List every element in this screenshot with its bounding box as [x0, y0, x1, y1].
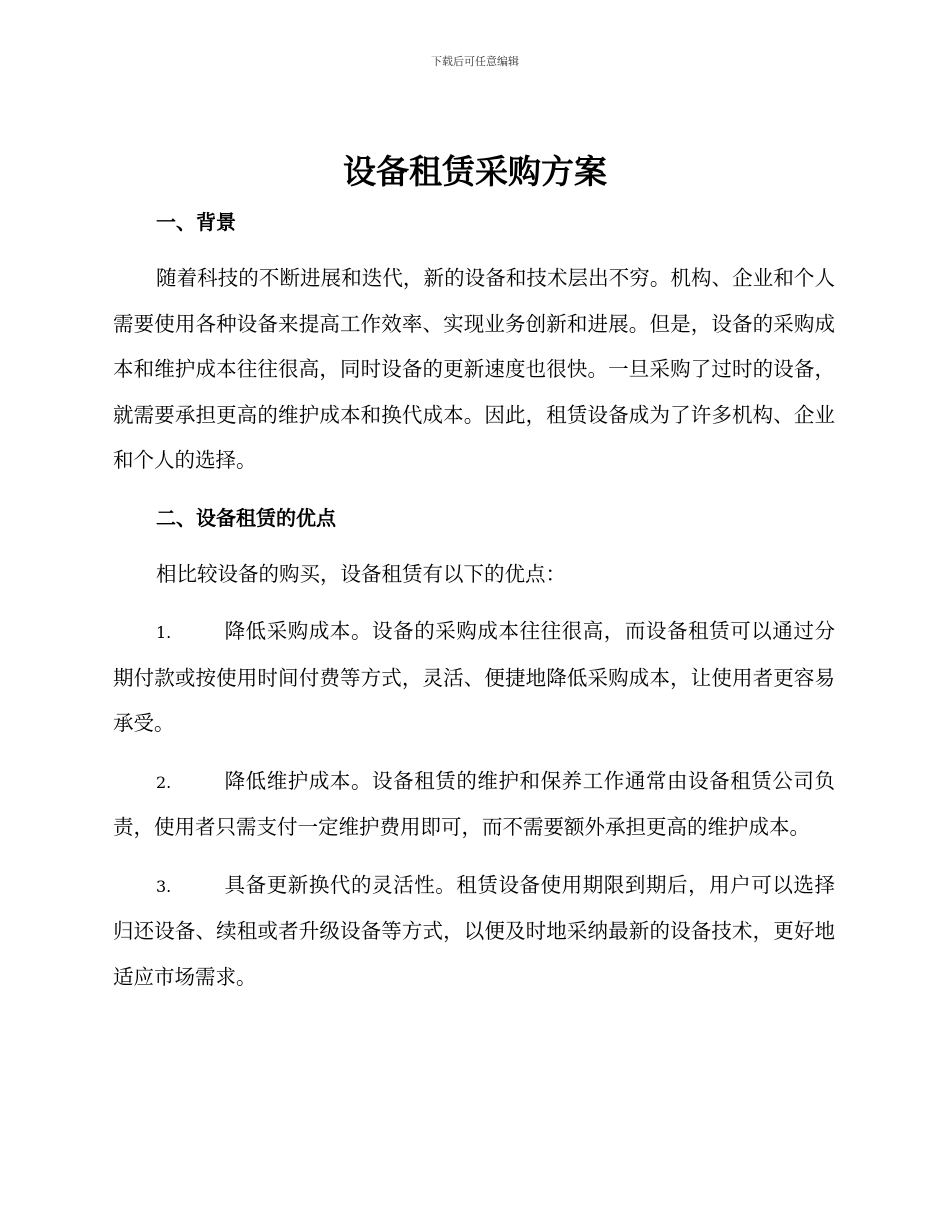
list-item: [113, 609, 835, 747]
list-item-text: 具备更新换代的灵活性。租赁设备使用期限到期后，用户可以选择归还设备、续租或者升级设备等方式，以便及时地采纳最新的设备技术，更好地适应市场需求。: [113, 872, 835, 989]
document-title: 设备租赁采购方案: [343, 152, 607, 191]
page-header-note: 下载后可任意编辑: [431, 55, 519, 68]
list-item-text: 降低采购成本。设备的采购成本往往很高，而设备租赁可以通过分期付款或按使用时间付费等方式，灵活、便捷地降低采购成本，让使用者更容易承受。: [113, 619, 835, 735]
document-body: [113, 200, 835, 1000]
section-heading-advantages: 二、设备租赁的优点: [156, 505, 336, 530]
section-heading-background: 一、背景: [156, 210, 236, 234]
list-item-number: 3.: [156, 876, 172, 896]
list-item-number: 1.: [156, 623, 172, 642]
list-item-text: 降低维护成本。设备租赁的维护和保养工作通常由设备租赁公司负责，使用者只需支付一定维护费用即可，而不需要额外承担更高的维护成本。: [113, 768, 835, 839]
list-item: [113, 759, 835, 851]
list-item-number: 2.: [156, 772, 172, 792]
advantages-intro: 相比较设备的购买，设备租赁有以下的优点：: [156, 561, 566, 586]
background-paragraph: 随着科技的不断进展和迭代，新的设备和技术层出不穷。机构、企业和个人需要使用各种设备来提高工作效率、实现业务创新和进展。但是，设备的采购成本和维护成本往往很高，同时设备的更新速度也很快。一旦采购了过时的设备，就需要承担更高的维护成本和换代成本。因此，租赁设备成为了许多机构、企业和个人的选择。: [113, 266, 835, 472]
list-item: [113, 863, 835, 1001]
